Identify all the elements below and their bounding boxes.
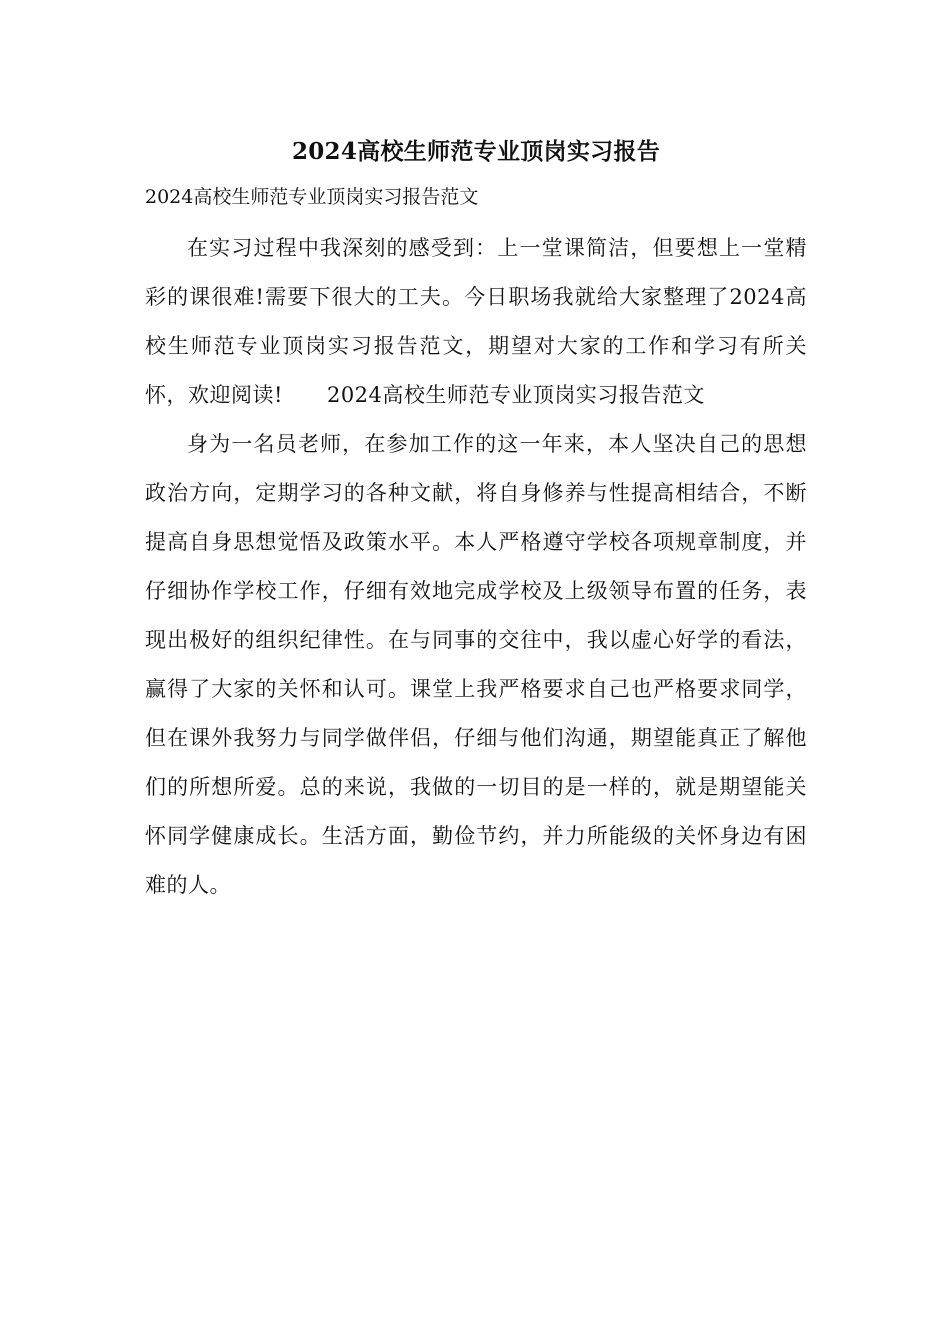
intro-paragraph-text: 在实习过程中我深刻的感受到：上一堂课简洁，但要想上一堂精彩的课很难!需要下很大的工夫。今日职场我就给大家整理了2024高校生师范专业顶岗实习报告范文，期望对大家的工作和学习有所关怀，欢迎阅读! xyxy=(145,236,807,407)
body-paragraph: 身为一名员老师，在参加工作的这一年来，本人坚决自己的思想政治方向，定期学习的各种文献，将自身修养与性提高相结合，不断提高自身思想觉悟及政策水平。本人严格遵守学校各项规章制度，并仔细协作学校工作，仔细有效地完成学校及上级领导布置的任务，表现出极好的组织纪律性。在与同事的交往中，我以虚心好学的看法，赢得了大家的关怀和认可。课堂上我严格要求自己也严格要求同学，但在课外我努力与同学做伴侣，仔细与他们沟通，期望能真正了解他们的所想所爱。总的来说，我做的一切目的是一样的，就是期望能关怀同学健康成长。生活方面，勤俭节约，并力所能级的关怀身边有困难的人。 xyxy=(145,432,807,897)
intro-paragraph xyxy=(145,224,807,420)
document-subtitle: 2024高校生师范专业顶岗实习报告范文 xyxy=(145,186,479,208)
document-title: 2024高校生师范专业顶岗实习报告 xyxy=(291,138,661,165)
intro-trailing-heading: 2024高校生师范专业顶岗实习报告范文 xyxy=(326,383,705,407)
document-content xyxy=(145,132,807,910)
